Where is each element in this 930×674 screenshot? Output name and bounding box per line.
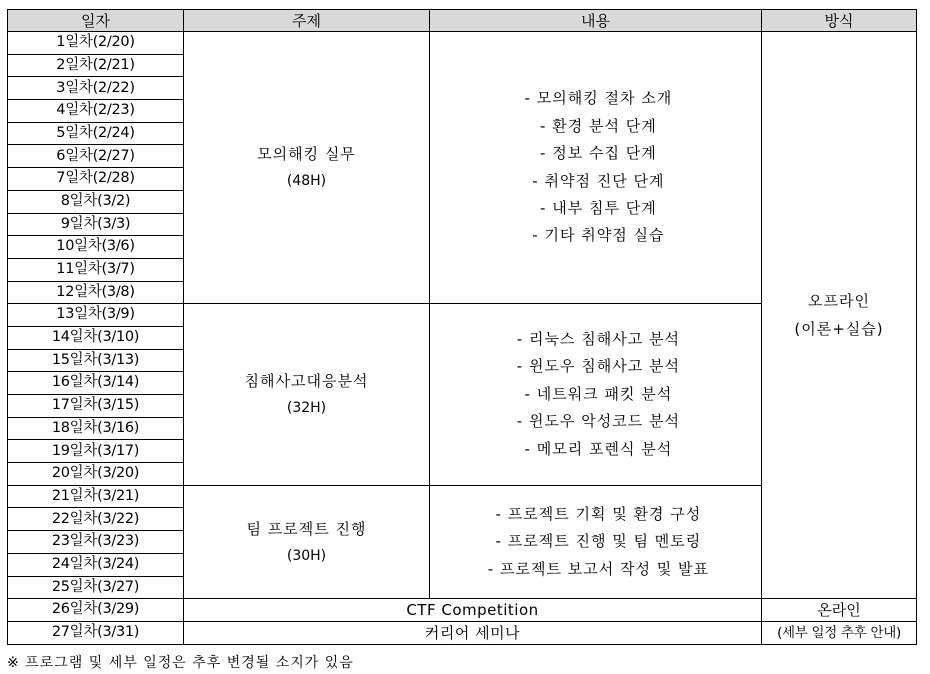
list-item: - 프로젝트 기획 및 환경 구성 — [495, 504, 702, 523]
table-row — [8, 32, 917, 55]
day-cell: 6일차(2/27) — [8, 145, 184, 168]
content-list — [430, 326, 761, 463]
day-cell: 27일차(3/31) — [8, 621, 184, 644]
list-item: - 모의해킹 절차 소개 — [524, 89, 673, 108]
list-item: - 내부 침투 단계 — [540, 199, 657, 218]
content-cell-project — [430, 485, 762, 598]
day-cell: 26일차(3/29) — [8, 599, 184, 622]
topic-hours: (48H) — [286, 173, 327, 190]
day-cell: 22일차(3/22) — [8, 508, 184, 531]
topic-title: 모의해킹 실무 — [257, 145, 356, 164]
ctf-cell: CTF Competition — [184, 599, 762, 622]
day-cell: 25일차(3/27) — [8, 576, 184, 599]
list-item: - 정보 수집 단계 — [540, 144, 657, 163]
day-cell: 9일차(3/3) — [8, 213, 184, 236]
method-label: 오프라인 — [808, 292, 870, 311]
method-cell-offline — [762, 32, 917, 599]
content-cell-pentest — [430, 32, 762, 304]
footnote: ※ 프로그램 및 세부 일정은 추후 변경될 소지가 있음 — [7, 655, 354, 671]
list-item: - 취약점 진단 단계 — [532, 171, 665, 190]
day-cell: 1일차(2/20) — [8, 32, 184, 55]
topic-hours: (30H) — [286, 547, 327, 564]
list-item: - 메모리 포렌식 분석 — [524, 439, 673, 458]
header-row — [8, 10, 917, 32]
list-item: - 환경 분석 단계 — [540, 116, 657, 135]
day-cell: 13일차(3/9) — [8, 304, 184, 327]
day-cell: 12일차(3/8) — [8, 281, 184, 304]
day-cell: 17일차(3/15) — [8, 395, 184, 418]
content-cell-incident — [430, 304, 762, 486]
day-cell: 19일차(3/17) — [8, 440, 184, 463]
header-topic: 주제 — [184, 10, 430, 32]
header-method: 방식 — [762, 10, 917, 32]
list-item: - 프로젝트 보고서 작성 및 발표 — [487, 559, 709, 578]
day-cell: 10일차(3/6) — [8, 236, 184, 259]
header-date: 일자 — [8, 10, 184, 32]
list-item: - 윈도우 악성코드 분석 — [516, 412, 680, 431]
method-cell-tbd: (세부 일정 추후 안내) — [762, 621, 917, 644]
list-item: - 윈도우 침해사고 분석 — [516, 357, 680, 376]
day-cell: 7일차(2/28) — [8, 168, 184, 191]
day-cell: 3일차(2/22) — [8, 77, 184, 100]
day-cell: 11일차(3/7) — [8, 258, 184, 281]
content-list — [430, 85, 761, 249]
day-cell: 15일차(3/13) — [8, 349, 184, 372]
header-content: 내용 — [430, 10, 762, 32]
day-cell: 23일차(3/23) — [8, 531, 184, 554]
topic-cell-incident — [184, 304, 430, 486]
day-cell: 16일차(3/14) — [8, 372, 184, 395]
day-cell: 4일차(2/23) — [8, 100, 184, 123]
day-cell: 5일차(2/24) — [8, 122, 184, 145]
table-row — [8, 621, 917, 644]
day-cell: 14일차(3/10) — [8, 326, 184, 349]
list-item: - 네트워크 패킷 분석 — [524, 384, 673, 403]
topic-hours: (32H) — [286, 400, 327, 417]
table-row — [8, 599, 917, 622]
topic-title: 팀 프로젝트 진행 — [246, 519, 367, 538]
day-cell: 8일차(3/2) — [8, 190, 184, 213]
content-list — [430, 501, 761, 583]
day-cell: 2일차(2/21) — [8, 54, 184, 77]
list-item: - 리눅스 침해사고 분석 — [516, 330, 680, 349]
career-seminar-cell: 커리어 세미나 — [184, 621, 762, 644]
day-cell: 24일차(3/24) — [8, 553, 184, 576]
day-cell: 21일차(3/21) — [8, 485, 184, 508]
day-cell: 20일차(3/20) — [8, 463, 184, 486]
day-cell: 18일차(3/16) — [8, 417, 184, 440]
list-item: - 기타 취약점 실습 — [532, 226, 665, 245]
topic-cell-pentest — [184, 32, 430, 304]
topic-title: 침해사고대응분석 — [244, 372, 369, 391]
topic-cell-project — [184, 485, 430, 598]
method-cell-online: 온라인 — [762, 599, 917, 622]
method-detail: (이론+실습) — [794, 320, 884, 339]
list-item: - 프로젝트 진행 및 팀 멘토링 — [495, 532, 702, 551]
schedule-table — [7, 9, 917, 645]
